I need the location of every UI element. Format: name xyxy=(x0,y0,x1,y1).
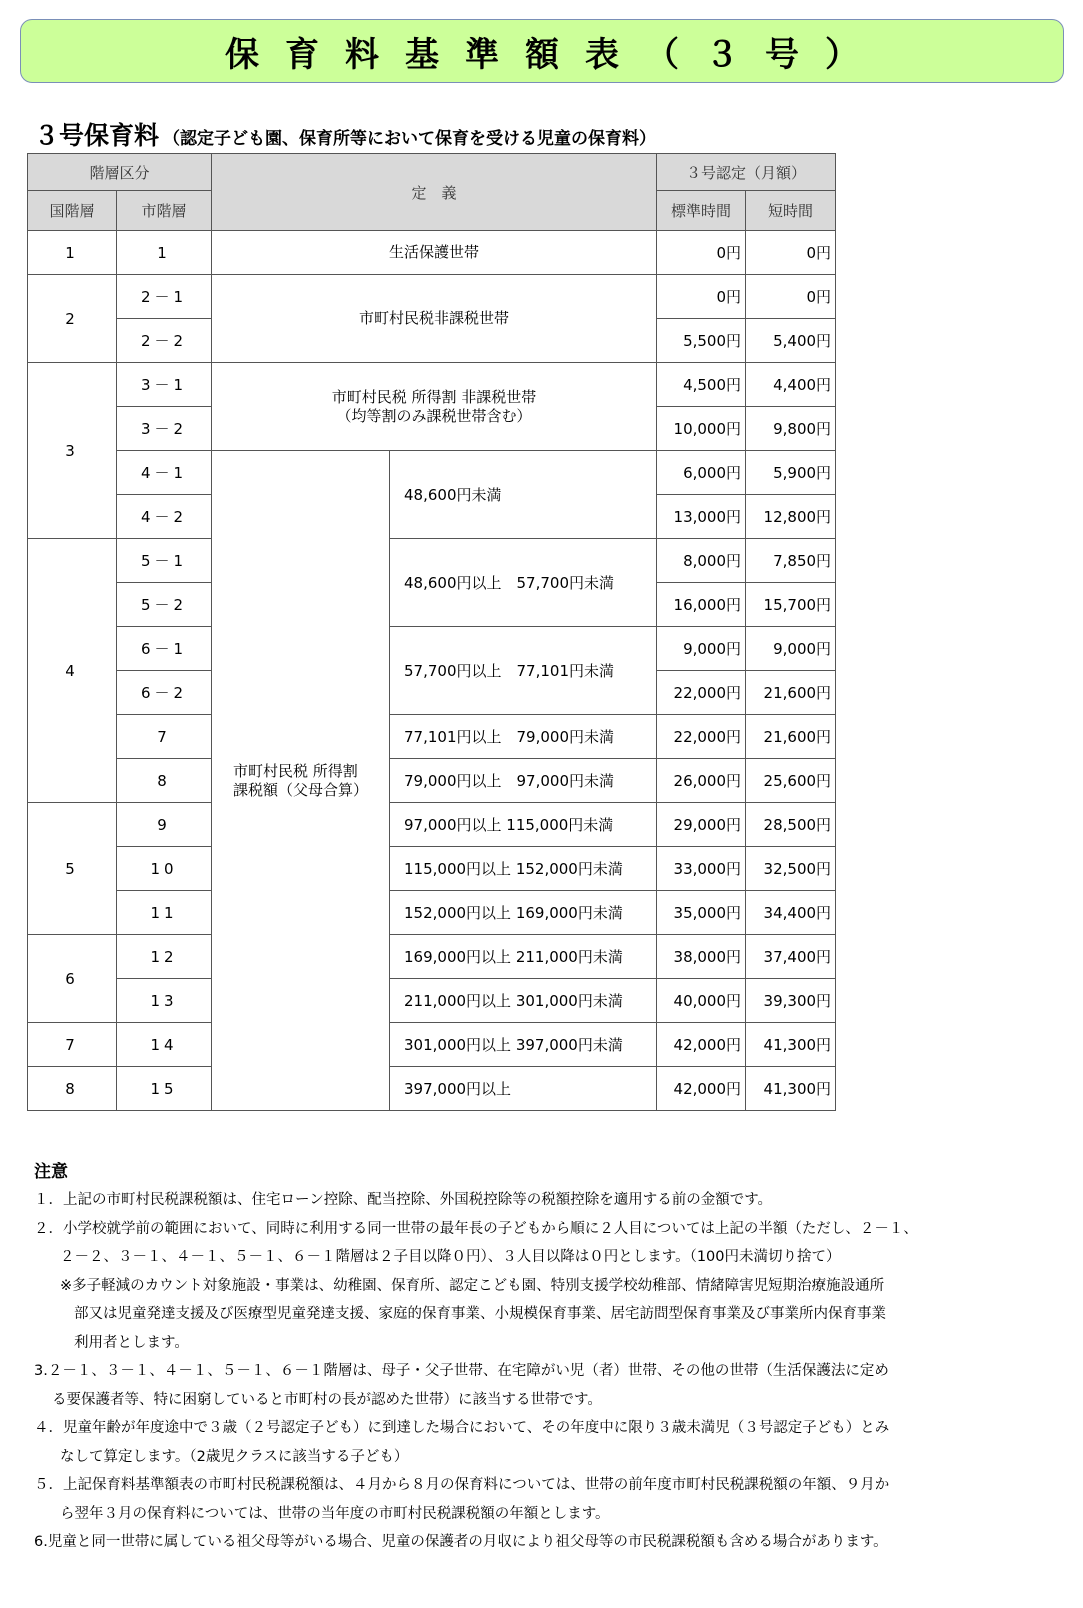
definition-line: 市町村民税 所得割 xyxy=(233,761,358,780)
definition-line: （均等割のみ課税世帯含む） xyxy=(336,406,532,425)
header-shi: 市階層 xyxy=(117,191,212,231)
hyoujun-cell: 13,000円 xyxy=(657,495,746,539)
table-row xyxy=(28,275,836,319)
table-row xyxy=(28,891,836,935)
header-teigi: 定 義 xyxy=(212,154,657,231)
note-2-asterisk-end: 利用者とします。 xyxy=(74,1334,189,1351)
table-row xyxy=(28,1023,836,1067)
kuni-cell: 3 xyxy=(28,363,117,539)
shi-cell: 4－2 xyxy=(117,495,212,539)
shi-cell: 1 xyxy=(117,231,212,275)
tan-cell: 0円 xyxy=(746,275,836,319)
hyoujun-cell: 42,000円 xyxy=(657,1067,746,1111)
range-cell: 301,000円以上 397,000円未満 xyxy=(390,1023,657,1067)
tan-cell: 41,300円 xyxy=(746,1067,836,1111)
note-3-cont: る要保護者等、特に困窮していると市町村の長が認めた世帯）に該当する世帯です。 xyxy=(52,1391,602,1408)
note-4-cont: なして算定します。（2歳児クラスに該当する子ども） xyxy=(60,1448,409,1465)
note-5-cont: ら翌年３月の保育料については、世帯の当年度の市町村民税課税額の年額とします。 xyxy=(60,1505,610,1522)
shi-cell: 6－2 xyxy=(117,671,212,715)
hyoujun-cell: 42,000円 xyxy=(657,1023,746,1067)
table-row xyxy=(28,803,836,847)
hyoujun-cell: 40,000円 xyxy=(657,979,746,1023)
table-row xyxy=(28,715,836,759)
kuni-cell: 4 xyxy=(28,539,117,803)
range-cell: 48,600円以上 57,700円未満 xyxy=(390,539,657,627)
page-title: 保育料基準額表（３号） xyxy=(225,34,885,75)
note-2-asterisk-cont: 部又は児童発達支援及び医療型児童発達支援、家庭的保育事業、小規模保育事業、居宅訪問型保育事業及び事業所内保育事業 xyxy=(74,1306,886,1322)
shi-cell: 7 xyxy=(117,715,212,759)
hyoujun-cell: 22,000円 xyxy=(657,715,746,759)
table-row xyxy=(28,759,836,803)
header-kaisou: 階層区分 xyxy=(28,154,212,191)
hyoujun-cell: 5,500円 xyxy=(657,319,746,363)
tan-cell: 12,800円 xyxy=(746,495,836,539)
header-hyoujun: 標準時間 xyxy=(657,191,746,231)
range-cell: 77,101円以上 79,000円未満 xyxy=(390,715,657,759)
kuni-cell: 2 xyxy=(28,275,117,363)
range-cell: 152,000円以上 169,000円未満 xyxy=(390,891,657,935)
tan-cell: 7,850円 xyxy=(746,539,836,583)
shi-cell: 2－2 xyxy=(117,319,212,363)
definition-line: 課税額（父母合算） xyxy=(233,780,369,799)
shi-cell: 12 xyxy=(117,935,212,979)
definition-line: 市町村民税 所得割 非課税世帯 xyxy=(331,387,537,406)
hyoujun-cell: 33,000円 xyxy=(657,847,746,891)
definition-cell xyxy=(212,363,657,451)
hyoujun-cell: 9,000円 xyxy=(657,627,746,671)
definition-cell xyxy=(212,451,390,1111)
shi-cell: 11 xyxy=(117,891,212,935)
notes-heading: 注意 xyxy=(34,1162,68,1182)
table-row xyxy=(28,539,836,583)
shi-cell: 5－2 xyxy=(117,583,212,627)
tan-cell: 4,400円 xyxy=(746,363,836,407)
tan-cell: 39,300円 xyxy=(746,979,836,1023)
table-row xyxy=(28,363,836,407)
tan-cell: 5,900円 xyxy=(746,451,836,495)
section-subtitle: （認定子ども園、保育所等において保育を受ける児童の保育料） xyxy=(163,129,657,149)
section-title: ３号保育料 xyxy=(34,121,160,150)
hyoujun-cell: 8,000円 xyxy=(657,539,746,583)
header-tan: 短時間 xyxy=(746,191,836,231)
note-3: 3.２－１、３－１、４－１、５－１、６－１階層は、母子・父子世帯、在宅障がい児（者）世帯、その他の世帯（生活保護法に定め xyxy=(34,1363,889,1379)
table-row xyxy=(28,627,836,671)
definition-cell: 市町村民税非課税世帯 xyxy=(212,275,657,363)
shi-cell: 9 xyxy=(117,803,212,847)
tan-cell: 28,500円 xyxy=(746,803,836,847)
note-5: ５．上記保育料基準額表の市町村民税課税額は、４月から８月の保育料については、世帯の前年度市町村民税課税額の年額、９月か xyxy=(34,1477,890,1493)
hyoujun-cell: 16,000円 xyxy=(657,583,746,627)
range-cell: 57,700円以上 77,101円未満 xyxy=(390,627,657,715)
definition-cell: 生活保護世帯 xyxy=(212,231,657,275)
shi-cell: 6－1 xyxy=(117,627,212,671)
tan-cell: 15,700円 xyxy=(746,583,836,627)
note-2: ２．小学校就学前の範囲において、同時に利用する同一世帯の最年長の子どもから順に２人目については上記の半額（ただし、２－１、 xyxy=(34,1220,918,1237)
tan-cell: 34,400円 xyxy=(746,891,836,935)
shi-cell: 8 xyxy=(117,759,212,803)
tan-cell: 41,300円 xyxy=(746,1023,836,1067)
note-4: ４．児童年齢が年度途中で３歳（２号認定子ども）に到達した場合において、その年度中に限り３歳未満児（３号認定子ども）とみ xyxy=(34,1420,890,1436)
tan-cell: 37,400円 xyxy=(746,935,836,979)
tan-cell: 21,600円 xyxy=(746,715,836,759)
tan-cell: 9,000円 xyxy=(746,627,836,671)
shi-cell: 4－1 xyxy=(117,451,212,495)
range-cell: 211,000円以上 301,000円未満 xyxy=(390,979,657,1023)
table-row xyxy=(28,935,836,979)
shi-cell: 3－1 xyxy=(117,363,212,407)
note-6: 6.児童と同一世帯に属している祖父母等がいる場合、児童の保護者の月収により祖父母等の市民税課税額も含める場合があります。 xyxy=(34,1534,888,1550)
range-cell: 79,000円以上 97,000円未満 xyxy=(390,759,657,803)
note-2-asterisk: ※多子軽減のカウント対象施設・事業は、幼稚園、保育所、認定こども園、特別支援学校幼稚部、情緒障害児短期治療施設通所 xyxy=(60,1277,885,1294)
kuni-cell: 5 xyxy=(28,803,117,935)
kuni-cell: 8 xyxy=(28,1067,117,1111)
tan-cell: 9,800円 xyxy=(746,407,836,451)
hyoujun-cell: 29,000円 xyxy=(657,803,746,847)
hyoujun-cell: 4,500円 xyxy=(657,363,746,407)
kuni-cell: 6 xyxy=(28,935,117,1023)
table-row xyxy=(28,847,836,891)
range-cell: 115,000円以上 152,000円未満 xyxy=(390,847,657,891)
hyoujun-cell: 22,000円 xyxy=(657,671,746,715)
shi-cell: 14 xyxy=(117,1023,212,1067)
range-cell: 48,600円未満 xyxy=(390,451,657,539)
shi-cell: 13 xyxy=(117,979,212,1023)
range-cell: 97,000円以上 115,000円未満 xyxy=(390,803,657,847)
kuni-cell: 7 xyxy=(28,1023,117,1067)
shi-cell: 5－1 xyxy=(117,539,212,583)
table-row xyxy=(28,451,836,495)
hyoujun-cell: 0円 xyxy=(657,275,746,319)
fee-table xyxy=(27,153,836,1111)
tan-cell: 5,400円 xyxy=(746,319,836,363)
header-kuni: 国階層 xyxy=(28,191,117,231)
tan-cell: 25,600円 xyxy=(746,759,836,803)
hyoujun-cell: 10,000円 xyxy=(657,407,746,451)
hyoujun-cell: 6,000円 xyxy=(657,451,746,495)
note-1: １．上記の市町村民税課税額は、住宅ローン控除、配当控除、外国税控除等の税額控除を適用する前の金額です。 xyxy=(34,1192,773,1208)
table-row xyxy=(28,979,836,1023)
hyoujun-cell: 26,000円 xyxy=(657,759,746,803)
header-nintei: ３号認定（月額） xyxy=(657,154,836,191)
shi-cell: 3－2 xyxy=(117,407,212,451)
range-cell: 397,000円以上 xyxy=(390,1067,657,1111)
hyoujun-cell: 0円 xyxy=(657,231,746,275)
note-2-cont: ２－２、３－１、４－１、５－１、６－１階層は２子目以降０円）、３人目以降は０円とします。（100円未満切り捨て） xyxy=(60,1249,841,1265)
table-row xyxy=(28,231,836,275)
shi-cell: 2－1 xyxy=(117,275,212,319)
tan-cell: 21,600円 xyxy=(746,671,836,715)
kuni-cell: 1 xyxy=(28,231,117,275)
tan-cell: 0円 xyxy=(746,231,836,275)
section-heading xyxy=(34,116,656,152)
title-banner xyxy=(20,19,1064,83)
tan-cell: 32,500円 xyxy=(746,847,836,891)
table-row xyxy=(28,1067,836,1111)
shi-cell: 15 xyxy=(117,1067,212,1111)
hyoujun-cell: 35,000円 xyxy=(657,891,746,935)
hyoujun-cell: 38,000円 xyxy=(657,935,746,979)
notes-section xyxy=(34,1158,1054,1557)
shi-cell: 10 xyxy=(117,847,212,891)
range-cell: 169,000円以上 211,000円未満 xyxy=(390,935,657,979)
